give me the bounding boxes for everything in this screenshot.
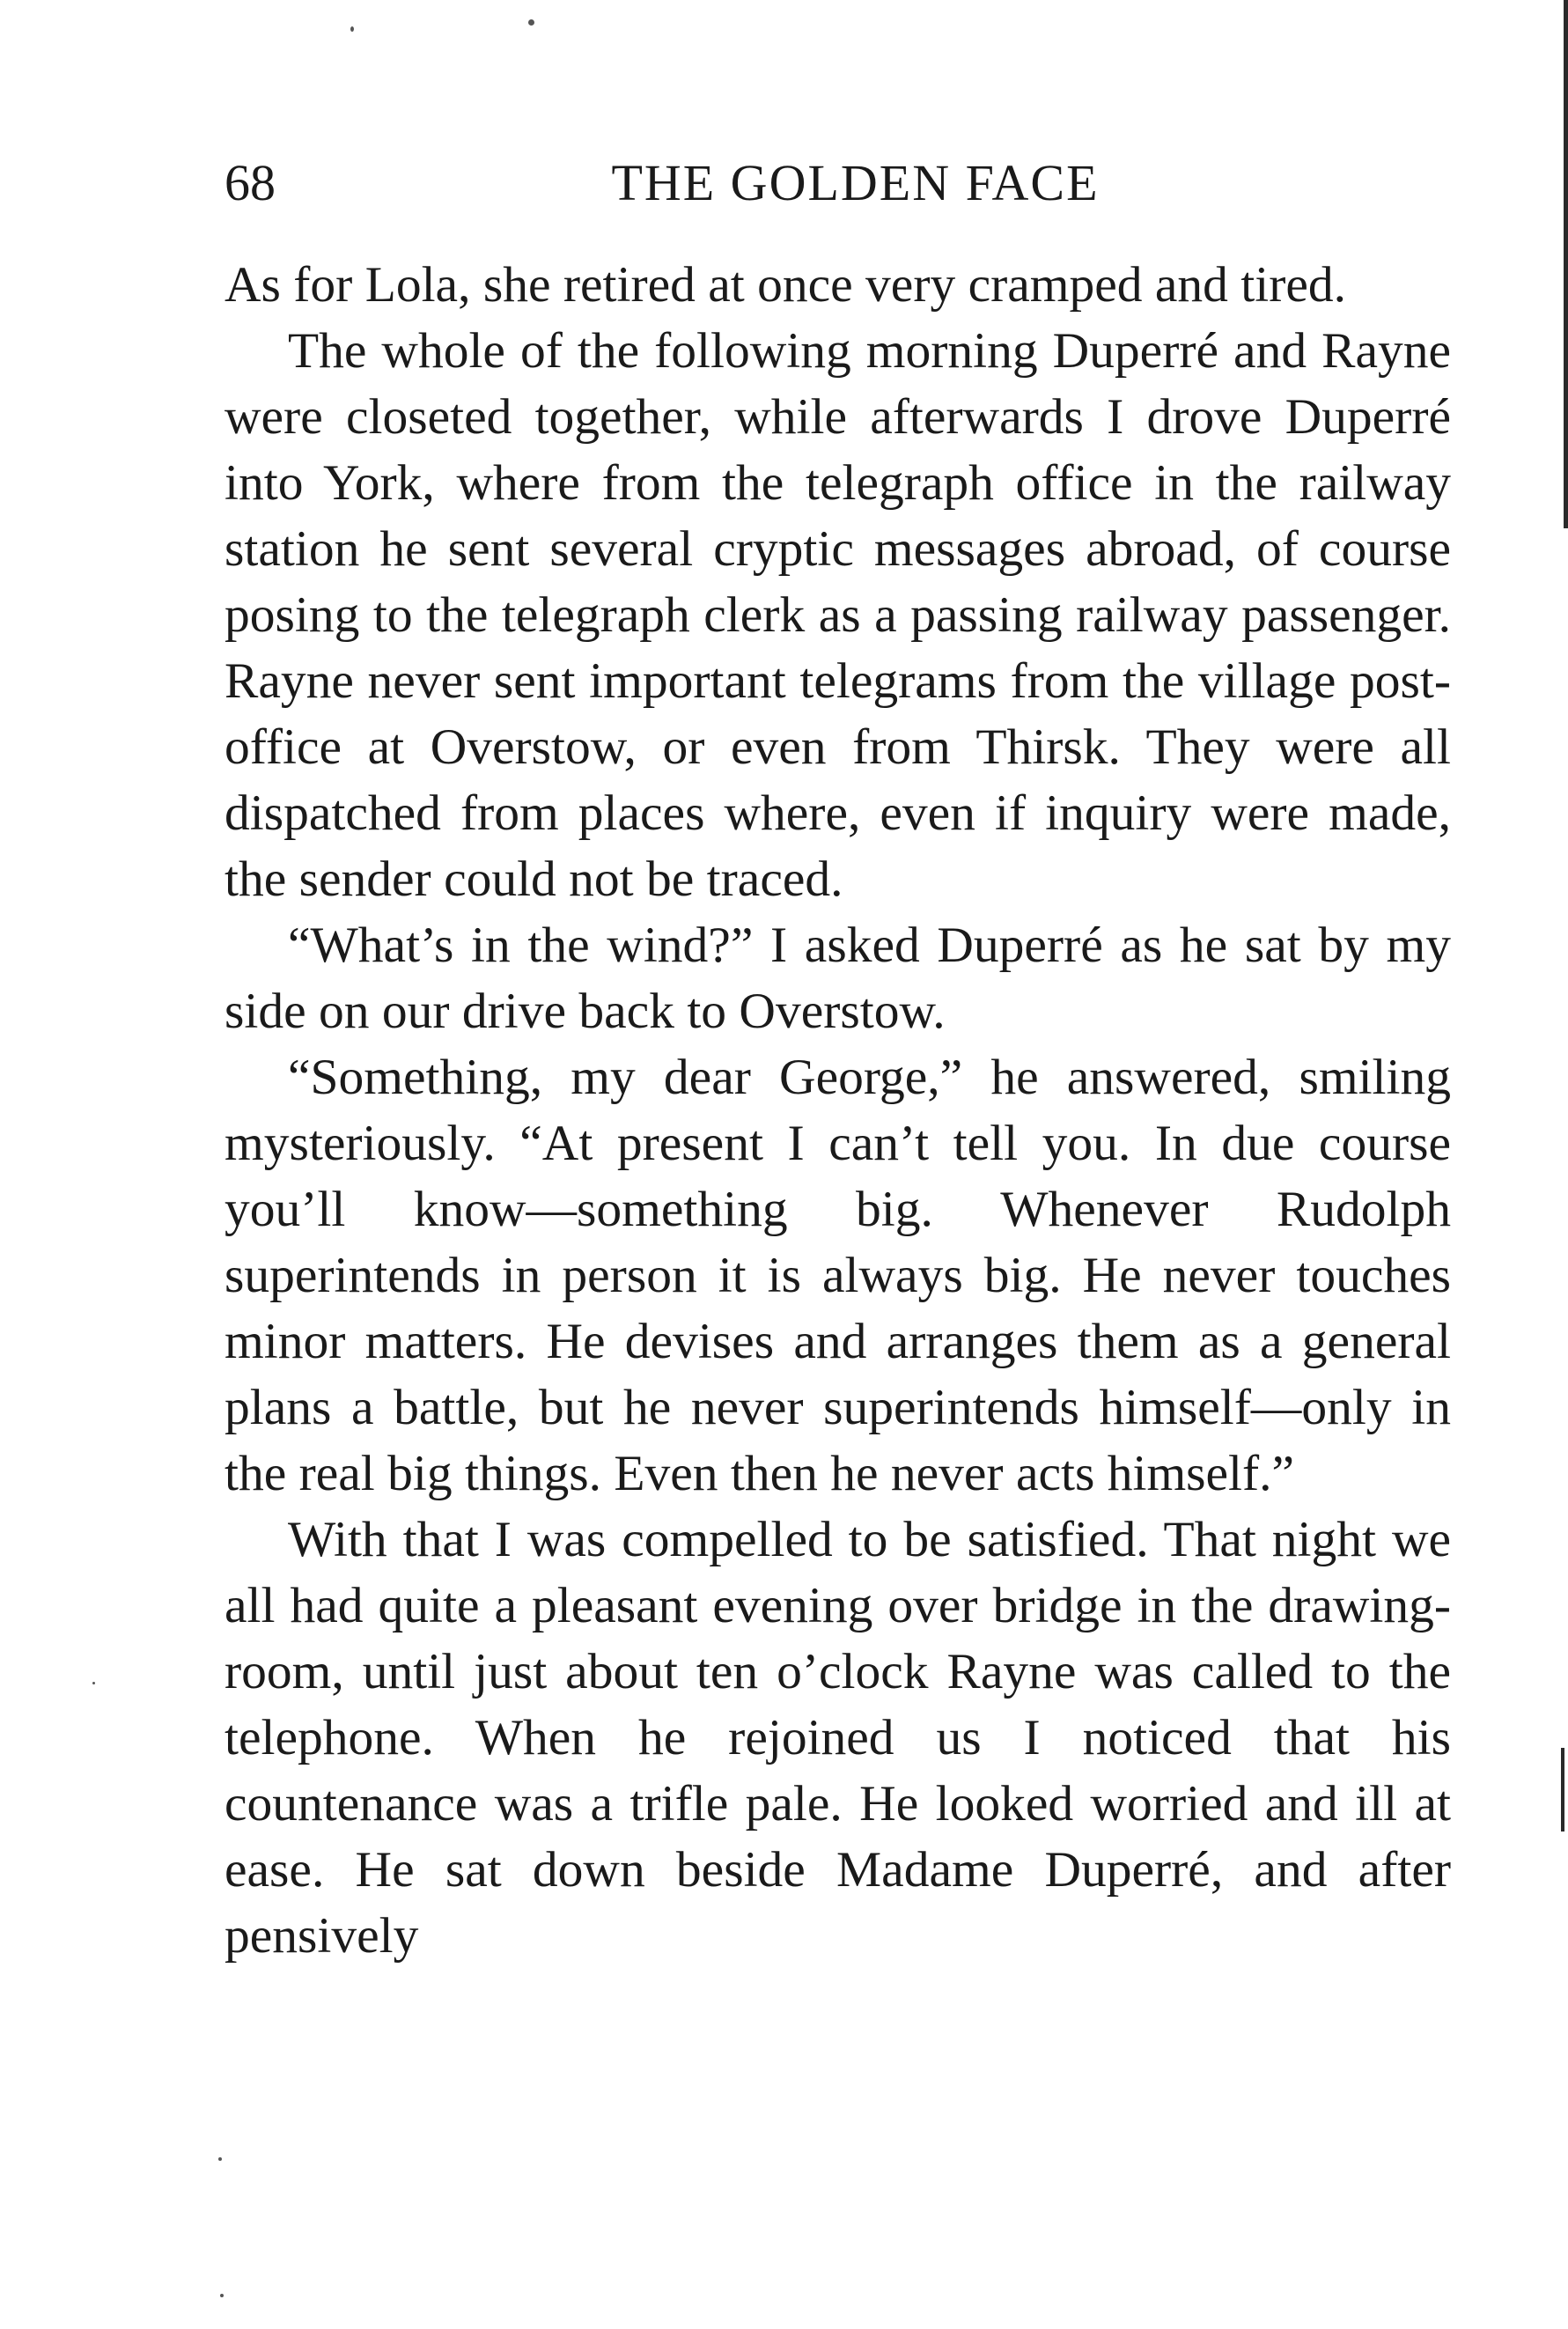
page-header xyxy=(225,148,1451,218)
scan-edge-mark xyxy=(1564,0,1568,528)
scan-edge-mark xyxy=(1561,1748,1564,1832)
scan-speck xyxy=(92,1682,95,1684)
paragraph: As for Lola, she retired at once very cramped and tired. xyxy=(225,257,1347,313)
scan-speck xyxy=(350,26,354,32)
body-text xyxy=(225,252,1451,1969)
page-number: 68 xyxy=(225,154,276,211)
paragraph: “Something, my dear George,” he answered, smiling mysteriously. “At present I can’t tell you. In due course you’ll know—something big. Whenever Rudolph superintends in person it is always big. He never touches minor matters. He devises and arranges them as a general plans a battle, but he never superintends himself—only in the real big things. Even then he never acts himself.” xyxy=(225,1050,1451,1501)
paragraph: With that I was compelled to be satisfied. That night we all had quite a pleasant evening over bridge in the drawing-room, until just about ten o’clock Rayne was called to the telephone. When he rejoined us I noticed that his countenance was a trifle pale. He looked worried and ill at ease. He sat down beside Madame Duperré, and after pensively xyxy=(225,1512,1451,1964)
scan-speck xyxy=(220,2294,224,2297)
paragraph: “What’s in the wind?” I asked Duperré as he sat by my side on our drive back to Overstow. xyxy=(225,918,1451,1039)
paragraph: The whole of the following morning Duperré and Rayne were closeted together, while afterwards I drove Duperré into York, where from the telegraph office in the railway station he sent several cryptic messages abroad, of course posing to the telegraph clerk as a passing railway passenger. Rayne never sent important telegrams from the village post-office at Overstow, or even from Thirsk. They were all dispatched from places where, even if inquiry were made, the sender could not be traced. xyxy=(225,323,1451,907)
running-title: THE GOLDEN FACE xyxy=(611,154,1100,211)
scan-speck xyxy=(528,19,534,26)
scan-speck xyxy=(218,2157,222,2161)
